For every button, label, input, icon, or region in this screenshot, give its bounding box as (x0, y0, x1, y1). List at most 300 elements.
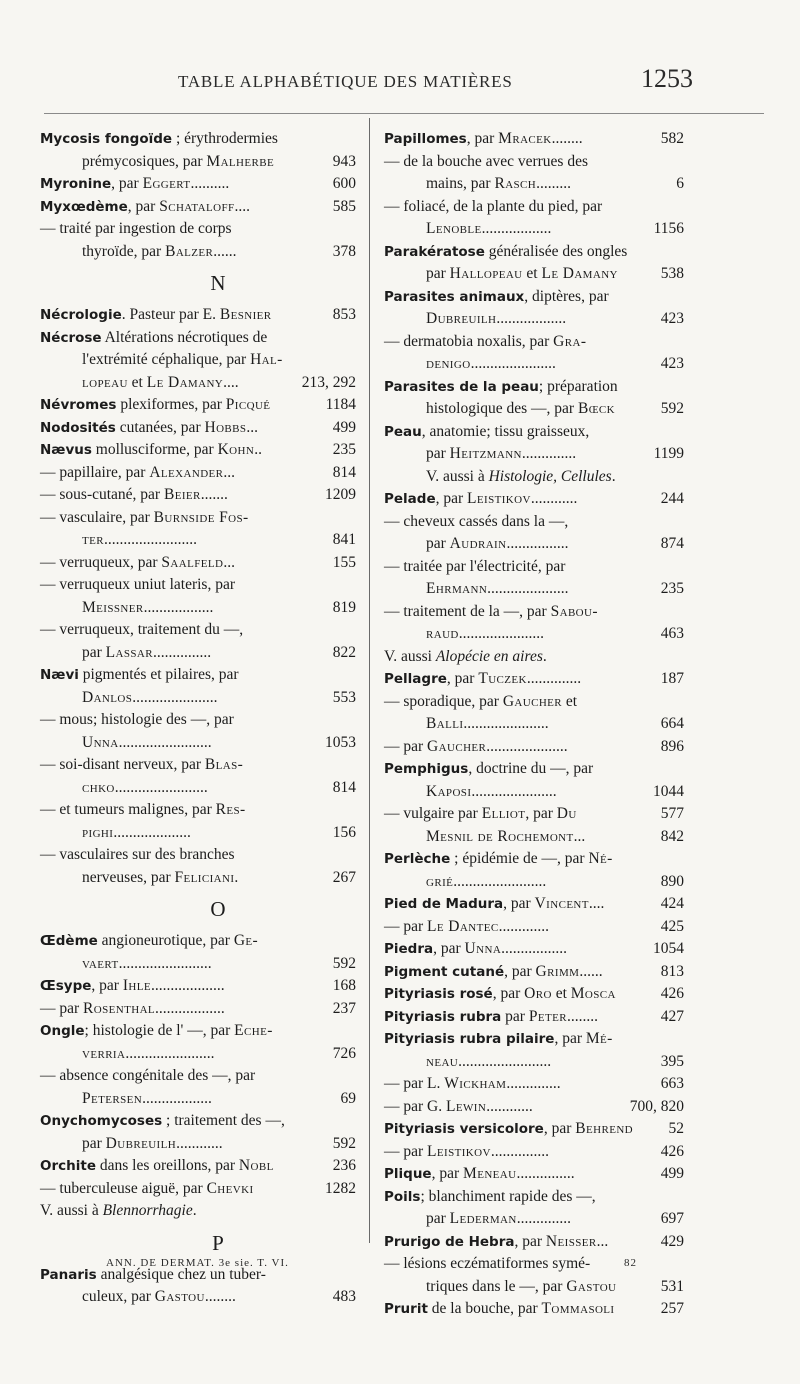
entry-page-number: 700, 820 (629, 1097, 684, 1115)
entry-keyword: Peau (384, 423, 422, 440)
entry-author: Feliciani (174, 868, 235, 886)
leader-dots: .................. (481, 220, 552, 237)
entry-author: Grimm (535, 962, 580, 980)
index-entry-line (384, 781, 684, 804)
entry-page-number: 1184 (325, 396, 356, 413)
index-entry-line (40, 930, 356, 953)
leader-dots: ............ (176, 1134, 223, 1152)
index-entry-line (40, 777, 356, 800)
entry-author: Alexander (149, 463, 224, 481)
index-entry-line (384, 151, 684, 174)
leader-dots: ...................... (458, 625, 545, 642)
entry-author: Oro (524, 985, 552, 1002)
index-entry-line (40, 709, 356, 732)
entry-keyword: Onychomycoses (40, 1113, 163, 1129)
entry-description: , par (433, 940, 465, 957)
entry-author: pighi (82, 823, 114, 841)
index-entry-line (384, 646, 684, 669)
entry-keyword: Parakératose (384, 243, 485, 260)
entry-author: ter (82, 531, 104, 548)
entry-text (384, 331, 586, 354)
entry-description: par (426, 1210, 450, 1227)
entry-text (384, 736, 568, 759)
entry-description: par (82, 1134, 106, 1152)
entry-text (40, 844, 235, 867)
index-entry-line (40, 1178, 356, 1201)
entry-page-number: 244 (660, 490, 684, 507)
index-entry-line (384, 826, 684, 849)
entry-author: Chevki (206, 1179, 254, 1197)
entry-description: V. aussi (384, 647, 436, 665)
entry-connector: et (127, 373, 147, 391)
entry-description: cutanées, par (115, 418, 205, 436)
entry-author: lopeau (82, 373, 128, 391)
entry-description: plexiformes, par (116, 396, 226, 413)
entry-author: Schataloff (159, 197, 235, 215)
leader-dots: ........................ (453, 872, 547, 890)
entry-text (384, 421, 589, 444)
index-entry-line (384, 421, 684, 444)
entry-page-number: 582 (660, 130, 684, 147)
index-entry-line (40, 327, 356, 350)
entry-author: Saalfeld (161, 553, 224, 571)
entry-page-number: 814 (332, 778, 356, 796)
entry-text (384, 961, 603, 984)
index-entry-line (40, 619, 356, 642)
entry-description: ; blanchiment rapide des —, (420, 1187, 596, 1205)
entry-author: Behrend (575, 1120, 634, 1137)
entry-text (40, 327, 267, 350)
leader-dots: .................... (113, 823, 191, 841)
entry-page-number: 538 (660, 265, 684, 282)
index-entry-line (40, 128, 356, 151)
entry-description: par (426, 265, 450, 282)
entry-description: , par (111, 175, 143, 192)
leader-dots: ........................ (458, 1052, 552, 1070)
index-entry-line (40, 372, 356, 395)
leader-dots: .... (588, 895, 605, 912)
entry-description: — sous-cutané, par (40, 486, 164, 503)
entry-text (426, 353, 556, 376)
index-entry-line (384, 466, 684, 489)
entry-text (426, 623, 544, 646)
entry-keyword: Névromes (40, 397, 117, 413)
entry-author: Neisser (545, 1232, 597, 1250)
entry-description: par (501, 1007, 529, 1025)
entry-author: Gaucher (502, 692, 563, 710)
index-entry-line (384, 691, 684, 714)
entry-text (40, 799, 246, 822)
entry-author: Le Dantec (427, 917, 499, 935)
entry-text (384, 646, 547, 669)
entry-text (82, 822, 191, 845)
index-entry-line (384, 758, 684, 781)
index-entry-line (384, 218, 684, 241)
entry-keyword: Pityriasis rosé (384, 986, 493, 1002)
entry-page-number: 499 (332, 418, 356, 436)
index-entry-line (40, 196, 356, 219)
entry-author: Hobbs (204, 418, 247, 436)
entry-text (40, 417, 258, 440)
index-entry-line (384, 488, 684, 511)
entry-author: Peter (528, 1007, 567, 1025)
entry-author: Heitzmann (449, 445, 522, 462)
leader-dots: ..................... (487, 580, 569, 597)
entry-page-number: 483 (332, 1288, 356, 1305)
entry-page-number: 577 (660, 805, 684, 822)
entry-text (384, 803, 577, 826)
entry-description: analgésique chez un tuber- (96, 1265, 266, 1283)
entry-text (426, 308, 566, 331)
entry-author: Du (556, 805, 577, 822)
entry-description: , par (435, 490, 468, 507)
entry-description: — verruqueux uniut lateris, par (40, 576, 235, 593)
leader-dots: ...................... (471, 782, 557, 800)
entry-keyword: Myxœdème (40, 198, 128, 215)
entry-author: Gaucher (427, 737, 487, 755)
entry-description: triques dans le —, par (426, 1277, 567, 1295)
entry-description: — verruqueux, traitement du —, (40, 621, 244, 638)
entry-page-number: 155 (332, 553, 356, 571)
leader-dots: .............. (526, 670, 582, 687)
entry-text (384, 758, 593, 781)
index-entry-line (40, 1043, 356, 1066)
entry-page-number: 697 (660, 1210, 684, 1227)
entry-text (82, 1286, 236, 1309)
index-entry-line (384, 1298, 684, 1321)
entry-author: chko (82, 778, 115, 796)
entry-keyword: Pityriasis versicolore (384, 1121, 544, 1137)
entry-text (384, 691, 577, 714)
index-entry-line (40, 394, 356, 417)
index-entry-line (384, 353, 684, 376)
entry-keyword: Nécrologie (40, 307, 122, 323)
entry-page-number: 726 (332, 1044, 356, 1062)
entry-page-number: 874 (660, 535, 684, 552)
entry-text (40, 619, 243, 642)
index-entry-line (384, 173, 684, 196)
entry-text (40, 552, 235, 575)
entry-text (40, 1200, 197, 1223)
entry-page-number: 822 (332, 643, 356, 661)
entry-author: Mosca (570, 985, 616, 1002)
entry-text (426, 398, 615, 421)
entry-author: Ehrmann (426, 580, 488, 597)
entry-page-number: 943 (332, 152, 356, 170)
entry-text (384, 511, 568, 534)
entry-author: Res- (215, 801, 246, 818)
index-entry-line (40, 1110, 356, 1133)
entry-description: — vulgaire par (384, 805, 482, 822)
entry-text (384, 601, 598, 624)
entry-text (40, 484, 228, 507)
entry-page-number: 6 (676, 175, 684, 192)
index-entry-line (384, 556, 684, 579)
entry-text (82, 732, 212, 755)
leader-dots: .................. (142, 1089, 212, 1107)
index-entry-line (384, 1006, 684, 1029)
entry-author: Picqué (225, 396, 271, 413)
entry-text (40, 218, 232, 241)
index-entry-line (384, 241, 684, 264)
entry-author: Meissner (82, 598, 144, 616)
index-entry-line (384, 871, 684, 894)
entry-text (384, 1141, 549, 1164)
entry-text (426, 443, 576, 466)
entry-description: , par (514, 1232, 546, 1250)
entry-description: — par (384, 737, 428, 755)
entry-keyword: Pigment cutané (384, 963, 505, 980)
entry-text (40, 128, 278, 151)
entry-text (384, 916, 549, 939)
entry-author: Lederman (449, 1210, 517, 1227)
entry-text (40, 173, 229, 196)
entry-text (40, 709, 234, 732)
entry-text (384, 488, 577, 511)
entry-description: — par (40, 999, 84, 1017)
entry-description: — absence congénitale des —, par (40, 1067, 256, 1084)
entry-description: — traitée par l'électricité, par (384, 557, 566, 575)
entry-text (384, 286, 609, 309)
entry-text (384, 376, 618, 399)
entry-description: — traitement de la —, par (384, 602, 551, 620)
index-entry-line (384, 1186, 684, 1209)
entry-text (82, 1043, 214, 1066)
entry-page-number: 52 (668, 1120, 684, 1137)
entry-author: vaert (82, 954, 119, 972)
entry-page-number: 1209 (325, 486, 356, 503)
index-entry-line (40, 439, 356, 462)
index-entry-line (384, 983, 684, 1006)
section-letter-heading: N (210, 271, 226, 295)
leader-dots: ........................ (118, 733, 212, 751)
entry-page-number: 267 (332, 868, 356, 886)
index-entry-line (384, 961, 684, 984)
entry-description: par (82, 643, 106, 661)
leader-dots: ....................... (125, 1044, 215, 1062)
entry-author: Unna (82, 733, 119, 751)
entry-keyword: Mycosis fongoïde (40, 131, 173, 147)
entry-page-number: 156 (332, 823, 356, 841)
index-entry-line (40, 1200, 356, 1223)
index-entry-line (40, 998, 356, 1021)
entry-page-number: 395 (660, 1052, 684, 1070)
entry-keyword: Prurigo de Hebra (384, 1233, 515, 1250)
entry-text (82, 597, 213, 620)
entry-punctuation: . (542, 647, 547, 665)
index-entry-line (384, 848, 684, 871)
index-entry-line (40, 1155, 356, 1178)
index-entry-line (40, 664, 356, 687)
leader-dots: ......... (536, 175, 572, 192)
entry-author: Mé- (585, 1030, 613, 1047)
entry-text (384, 1028, 613, 1051)
entry-connector: et (562, 692, 578, 710)
index-entry-line (384, 803, 684, 826)
entry-page-number: 896 (660, 737, 684, 755)
index-entry-line (40, 867, 356, 890)
entry-text (384, 128, 583, 151)
entry-description: , par (503, 895, 535, 912)
entry-description: nerveuses, par (82, 868, 175, 886)
index-entry-line (384, 263, 684, 286)
index-column-left (40, 128, 356, 1309)
entry-author: Beier (163, 486, 201, 503)
entry-page-number: 69 (340, 1089, 356, 1107)
index-entry-line (384, 128, 684, 151)
entry-punctuation: . (192, 1202, 197, 1219)
index-entry-line (40, 799, 356, 822)
leader-dots: ............ (530, 490, 578, 507)
entry-page-number: 819 (332, 598, 356, 616)
entry-description: , par (91, 977, 123, 994)
entry-description: prémycosiques, par (82, 152, 207, 170)
index-column-right (384, 128, 684, 1321)
entry-text (40, 975, 225, 998)
index-entry-line (40, 304, 356, 327)
entry-text (82, 642, 211, 665)
footer-journal-reference: ANN. DE DERMAT. 3e sie. T. VI. (106, 1257, 289, 1269)
leader-dots: .... (223, 373, 239, 391)
entry-author: Gastou (566, 1277, 617, 1295)
leader-dots: ........................ (118, 954, 212, 972)
page-header (0, 66, 800, 98)
entry-author: denigo (426, 355, 471, 372)
entry-page-number: 842 (660, 827, 684, 845)
index-entry-line (384, 1073, 684, 1096)
page-number: 1253 (641, 64, 693, 93)
entry-page-number: 1156 (653, 220, 684, 237)
entry-author: Gra- (553, 332, 587, 350)
entry-text (384, 848, 613, 871)
entry-text (426, 1051, 551, 1074)
entry-author: Gastou (154, 1288, 205, 1305)
entry-text (40, 1020, 273, 1043)
entry-description: — par G. (384, 1097, 446, 1115)
entry-keyword: Œsype (40, 978, 92, 994)
entry-page-number: 841 (332, 531, 356, 548)
entry-page-number: 213, 292 (301, 373, 356, 391)
index-entry-line (40, 417, 356, 440)
index-entry-line (40, 754, 356, 777)
entry-page-number: 425 (660, 917, 684, 935)
entry-keyword: Pityriasis rubra pilaire (384, 1031, 555, 1047)
index-entry-line (40, 484, 356, 507)
entry-description: ; préparation (538, 377, 618, 395)
entry-page-number: 423 (660, 310, 684, 327)
entry-cross-reference: Alopécie en aires (435, 647, 543, 665)
entry-description: — par L. (384, 1075, 445, 1092)
entry-author: Nobl (238, 1157, 274, 1174)
entry-page-number: 600 (332, 175, 356, 192)
index-entry-line (40, 529, 356, 552)
entry-author: Bœck (577, 400, 615, 417)
index-entry-line (40, 1020, 356, 1043)
index-entry-line (384, 331, 684, 354)
leader-dots: .. (254, 441, 262, 458)
index-entry-line (40, 241, 356, 264)
entry-text (384, 668, 581, 691)
entry-page-number: 585 (332, 197, 356, 215)
entry-author: Unna (464, 940, 502, 957)
index-entry-line (40, 552, 356, 575)
entry-text (426, 713, 549, 736)
entry-connector: et (551, 985, 571, 1002)
index-entry-line (384, 938, 684, 961)
entry-description: mains, par (426, 175, 495, 192)
leader-dots: ........ (204, 1288, 236, 1305)
entry-page-number: 553 (332, 688, 356, 706)
entry-connector: et (522, 265, 542, 282)
leader-dots: ............... (153, 643, 212, 661)
entry-cross-reference: Histologie, Cellules (488, 467, 612, 485)
leader-dots: .................. (155, 999, 225, 1017)
entry-author: Mesnil de Rochemont (426, 827, 574, 845)
entry-description: angioneurotique, par (97, 932, 234, 949)
entry-author: Balzer (165, 242, 214, 260)
entry-text (384, 983, 616, 1006)
leader-dots: .............. (521, 445, 577, 462)
entry-page-number: 429 (660, 1232, 684, 1250)
index-entry-line (384, 1051, 684, 1074)
entry-description: généralisée des ongles (484, 242, 628, 260)
entry-description: , par (127, 197, 160, 215)
index-entry-line (40, 462, 356, 485)
index-entry-line (384, 893, 684, 916)
entry-page-number: 237 (332, 999, 356, 1017)
entry-description: , par (492, 985, 525, 1002)
entry-description: — dermatobia noxalis, par (384, 332, 554, 350)
entry-description: — par (384, 917, 428, 935)
entry-text (426, 1208, 571, 1231)
entry-description: , doctrine du —, par (468, 760, 594, 777)
index-entry-line (384, 736, 684, 759)
index-entry-line (384, 376, 684, 399)
index-entry-line (40, 1065, 356, 1088)
entry-description: par (426, 535, 450, 552)
entry-text (384, 1186, 596, 1209)
entry-page-number: 236 (332, 1157, 356, 1174)
entry-author: Kohn (217, 441, 255, 458)
index-entry-line (384, 1118, 684, 1141)
leader-dots: ................... (151, 977, 225, 994)
entry-text (426, 533, 568, 556)
entry-description: V. aussi à (40, 1202, 103, 1219)
entry-text (82, 777, 208, 800)
entry-description: — vasculaire, par (40, 508, 154, 526)
column-divider (369, 118, 370, 1243)
index-entry-line (384, 623, 684, 646)
entry-author: raud (426, 625, 459, 642)
entry-description: — soi-disant nerveux, par (40, 756, 205, 773)
entry-author: Eggert (142, 175, 191, 192)
leader-dots: ..................... (486, 737, 568, 755)
entry-author: Tommasoli (541, 1300, 615, 1317)
leader-dots: ............... (516, 1165, 575, 1182)
entry-keyword: Poils (384, 1188, 421, 1205)
entry-description: histologique des —, par (426, 400, 578, 417)
entry-text (426, 1276, 616, 1299)
index-entry-line (384, 916, 684, 939)
entry-cross-reference: Blennorrhagie (102, 1202, 193, 1219)
entry-author: Tuczek (478, 670, 527, 687)
index-entry-line (40, 507, 356, 530)
entry-text (40, 394, 270, 417)
entry-page-number: 1199 (653, 445, 684, 462)
entry-author: Blas- (204, 756, 244, 773)
entry-description: — vasculaires sur des branches (40, 846, 235, 863)
entry-description: mollusciforme, par (91, 441, 218, 458)
